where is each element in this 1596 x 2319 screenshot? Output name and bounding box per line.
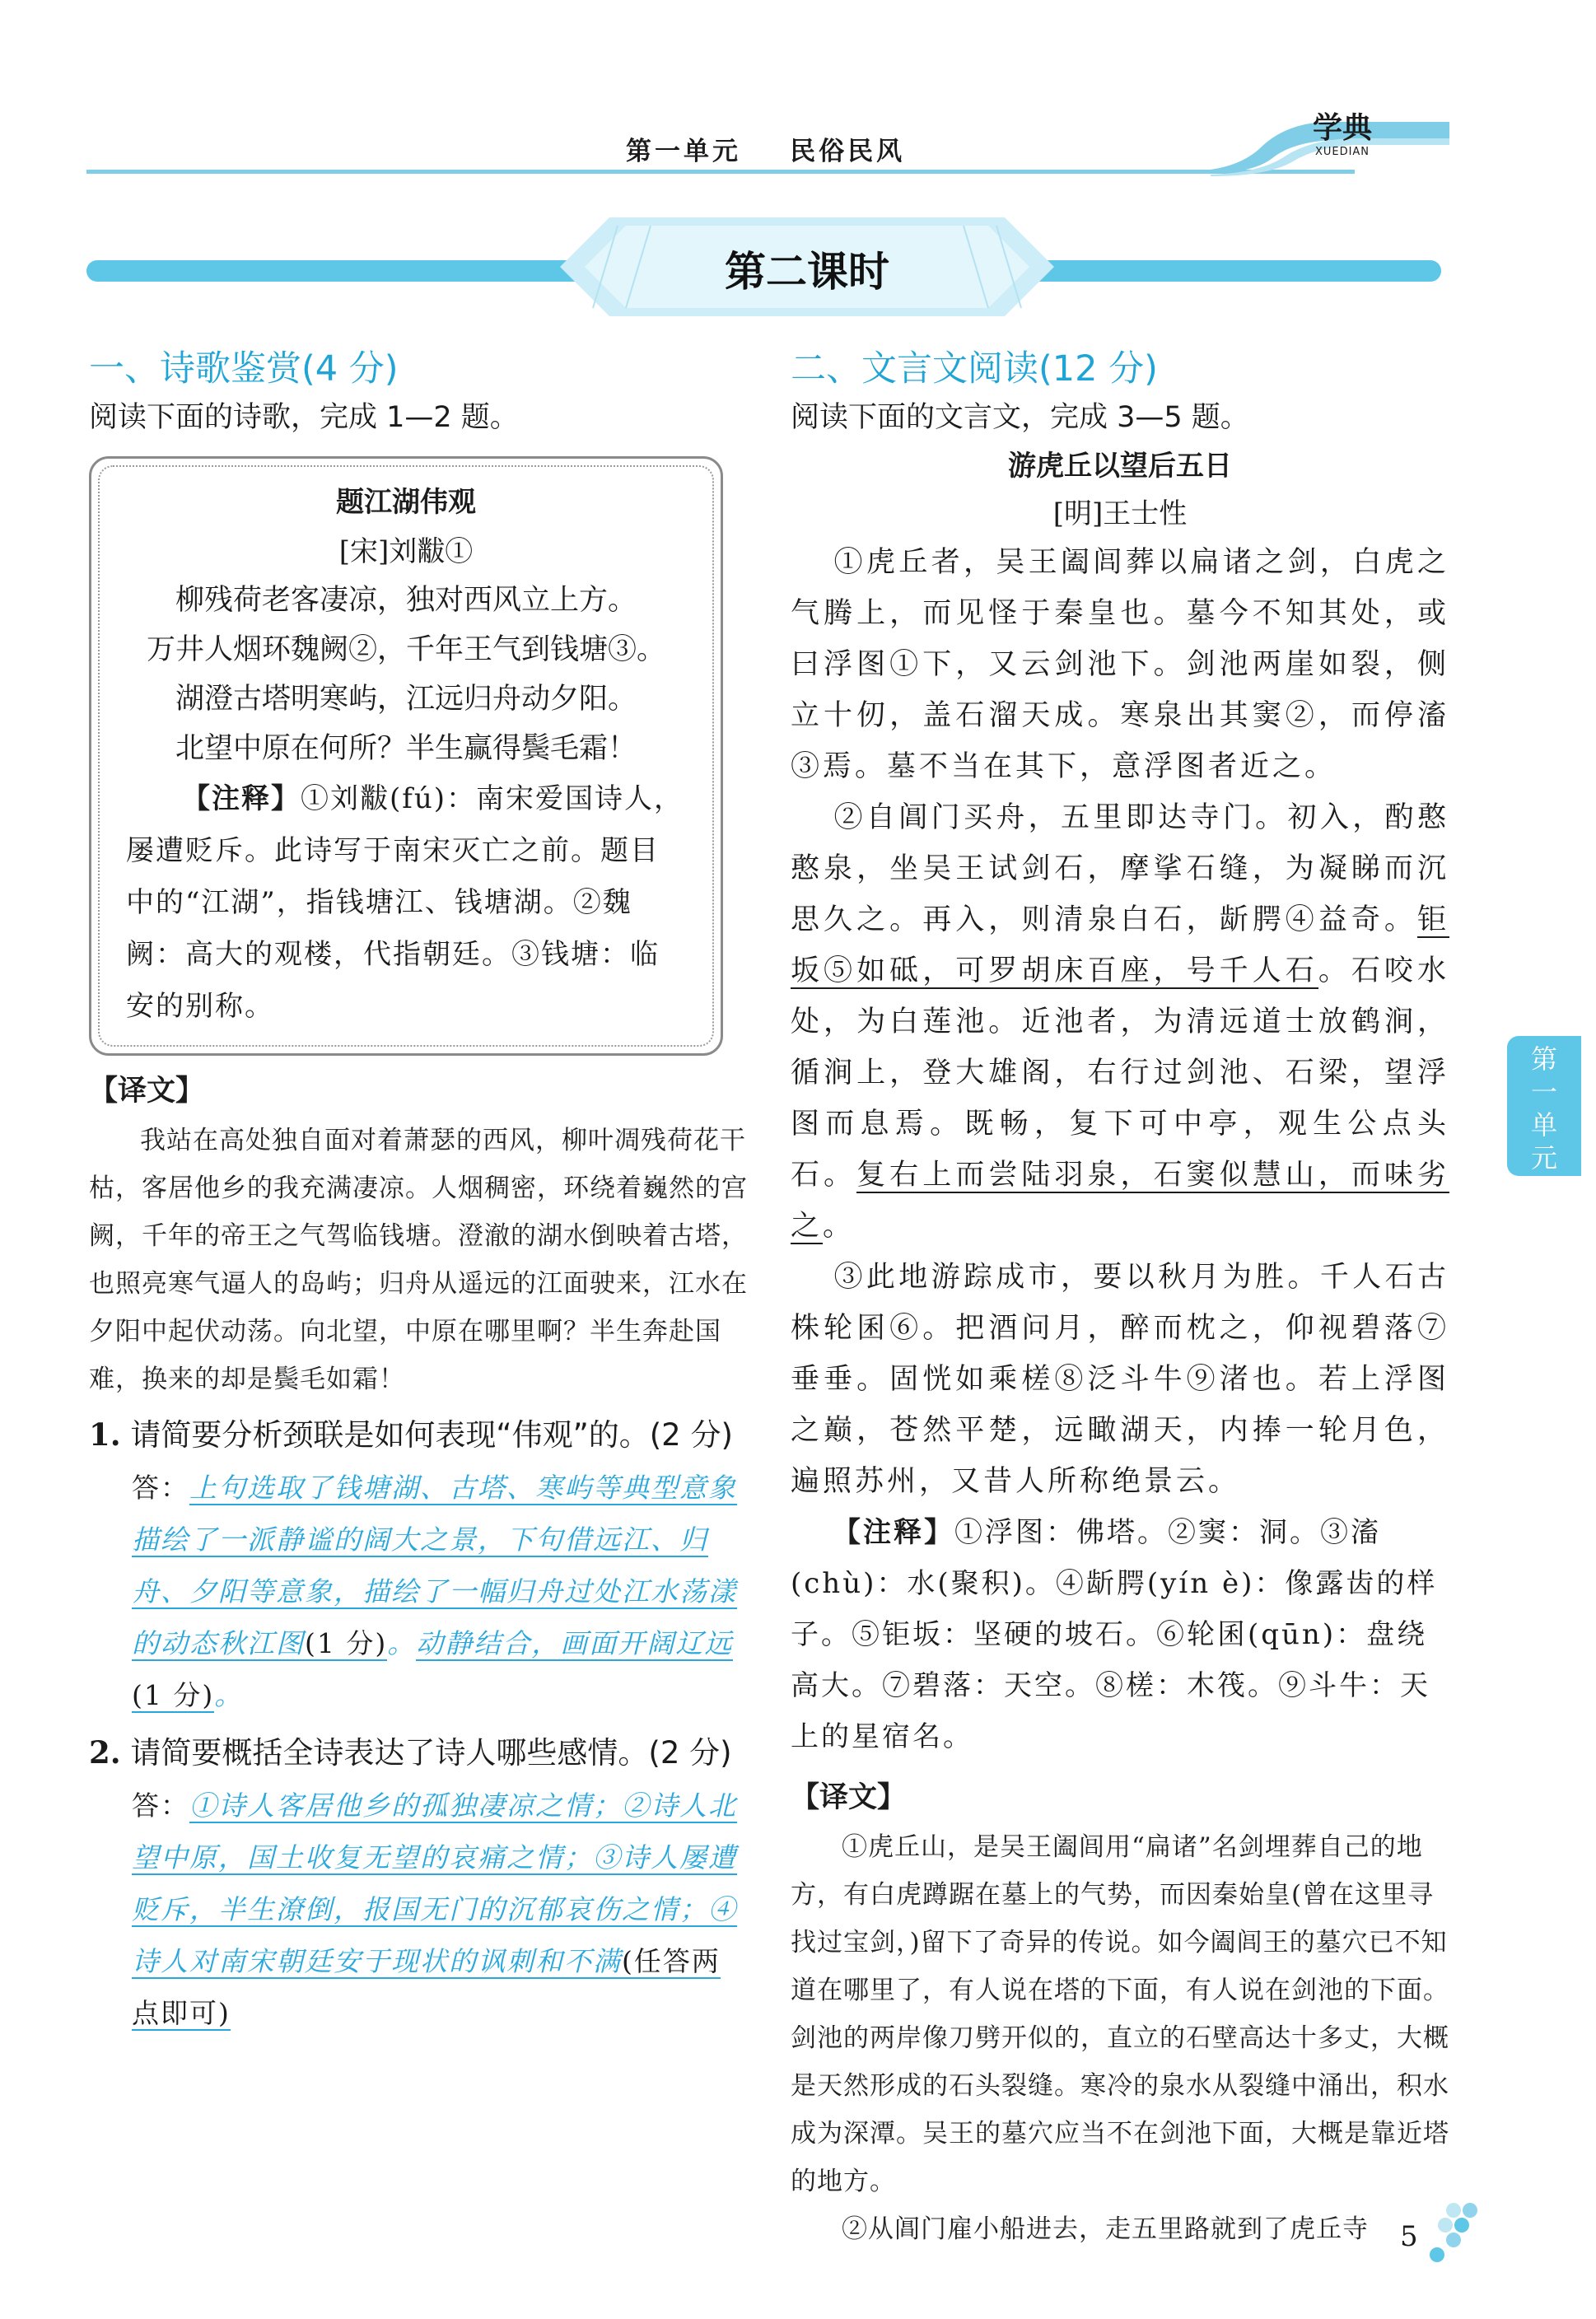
poem-line: 北望中原在何所？半生赢得鬓毛霜！: [175, 732, 637, 765]
poem-author: [宋]刘黻①: [338, 535, 474, 568]
poem-line: 万井人烟环魏阙②，千年王气到钱塘③。: [146, 633, 665, 666]
unit-side-tab: 第 一 单 元: [1507, 1036, 1581, 1176]
classical-intro: 阅读下面的文言文，完成 3—5 题。: [791, 401, 1249, 434]
poem-title: 题江湖伟观: [336, 486, 476, 519]
header-rule: [86, 170, 1355, 174]
answer-1: 答：上句选取了钱塘湖、古塔、寒屿等典型意象描绘了一派静谧的阔大之景，下句借远江、归舟、夕阳等意象，描绘了一幅归舟过处江水荡漾的动态秋江图(1 分)。动静结合，画面开阔辽远(1 分)。: [132, 1472, 737, 1711]
unit-title: 第一单元 民俗民风: [626, 137, 906, 166]
essay-paragraph-1: ①虎丘者，吴王阖闾葬以扁诸之剑，白虎之气腾上，而见怪于秦皇也。墓今不知其处，或曰浮图①下，又云剑池下。剑池两崖如裂，侧立十仞，盖石溜天成。寒泉出其窦②，而停滀③焉。墓不当在其下，意浮图者近之。: [791, 546, 1449, 783]
page-title: 第二课时: [725, 248, 889, 296]
section-title-poetry: 一、诗歌鉴赏(4 分): [89, 348, 399, 390]
poem-translation: 我站在高处独自面对着萧瑟的西风，柳叶凋残荷花干枯，客居他乡的我充满凄凉。人烟稠密，环绕着巍然的宫阙，千年的帝王之气驾临钱塘。澄澈的湖水倒映着古塔，也照亮寒气逼人的岛屿；归舟从遥远的江面驶来，江水在夕阳中起伏动荡。向北望，中原在哪里啊？半生奔赴国难，换来的却是鬓毛如霜！: [89, 1126, 748, 1394]
essay-notes: [791, 1507, 1449, 1762]
hexagon-dots-decoration: [1408, 2195, 1482, 2278]
logo: 学典 XUEDIAN: [1312, 110, 1372, 158]
note-text: ①浮图：佛塔。②窦：洞。③滀(chù)：水(聚积)。④龂腭(yín è)：像露齿的样子。⑤钜坂：坚硬的坡石。⑥轮囷(qūn)：盘绕高大。⑦碧落：天空。⑧槎：木筏。⑨斗牛：天上的星宿名。: [791, 1516, 1438, 1753]
essay-translation-2: ②从阊门雇小船进去，走五里路就到了虎丘寺: [842, 2214, 1369, 2244]
page-number: 5: [1400, 2220, 1418, 2253]
note-label: 【注释】: [182, 782, 301, 815]
translation-heading: 【译文】: [89, 1075, 205, 1108]
essay-paragraph-2: ②自阊门买舟，五里即达寺门。初入，酌憨憨泉，坐吴王试剑石，摩挲石缝，为凝睇而沉思久之。再入，则清泉白石，龂腭④益奇。钜坂⑤如砥，可罗胡床百座，号千人石。石咬水处，为白莲池。近池者，为清远道士放鹤涧，循涧上，登大雄阁，右行过剑池、石梁，望浮图而息焉。既畅，复下可中亭，观生公点头石。复右上而尝陆羽泉，石窦似慧山，而味劣之。: [791, 801, 1449, 1243]
poem-line: 柳残荷老客凄凉，独对西风立上方。: [175, 584, 637, 617]
poem-line: 湖澄古塔明寒屿，江远归舟动夕阳。: [175, 683, 637, 716]
note-label: 【注释】: [833, 1516, 954, 1549]
poetry-intro: 阅读下面的诗歌，完成 1—2 题。: [89, 401, 519, 434]
poem-box: [89, 456, 723, 1056]
section-title-classical: 二、文言文阅读(12 分): [791, 348, 1158, 390]
essay-title: 游虎丘以望后五日: [1008, 450, 1232, 483]
question-2: 2. 请简要概括全诗表达了诗人哪些感情。(2 分): [89, 1734, 732, 1771]
poem-notes: [126, 773, 686, 1033]
note-text: ①刘黻(fú)：南宋爱国诗人，屡遭贬斥。此诗写于南宋灭亡之前。题目中的“江湖”，指钱塘江、钱塘湖。②魏阙：高大的观楼，代指朝廷。③钱塘：临安的别称。: [126, 782, 684, 1023]
question-1: 1. 请简要分析颈联是如何表现“伟观”的。(2 分): [89, 1416, 733, 1453]
answer-label: 答：: [132, 1789, 189, 1822]
essay-translation-1: ①虎丘山，是吴王阖闾用“扁诸”名剑埋葬自己的地方，有白虎蹲踞在墓上的气势，而因秦始皇(曾在这里寻找过宝剑，)留下了奇异的传说。如今阖闾王的墓穴已不知道在哪里了，有人说在塔的下面，有人说在剑池的下面。剑池的两岸像刀劈开似的，直立的石壁高达十多丈，大概是天然形成的石头裂缝。寒冷的泉水从裂缝中涌出，积水成为深潭。吴王的墓穴应当不在剑池下面，大概是靠近塔的地方。: [791, 1832, 1449, 2196]
right-column: [791, 344, 1449, 2253]
translation-heading: 【译文】: [791, 1781, 907, 1814]
essay-author: [明]王士性: [1052, 497, 1188, 530]
answer-2: 答：①诗人客居他乡的孤独凄凉之情；②诗人北望中原，国土收复无望的哀痛之情；③诗人屡遭贬斥，半生潦倒，报国无门的沉郁哀伤之情；④诗人对南宋朝廷安于现状的讽刺和不满(任答两点即可): [132, 1789, 737, 2029]
answer-label: 答：: [132, 1472, 189, 1504]
left-column: [89, 344, 748, 2039]
essay-paragraph-3: ③此地游踪成市，要以秋月为胜。千人石古株轮囷⑥。把酒问月，醉而枕之，仰视碧落⑦垂垂。固恍如乘槎⑧泛斗牛⑨渚也。若上浮图之巅，苍然平楚，远瞰湖天，内捧一轮月色，遍照苏州，又昔人所称绝景云。: [791, 1261, 1449, 1498]
